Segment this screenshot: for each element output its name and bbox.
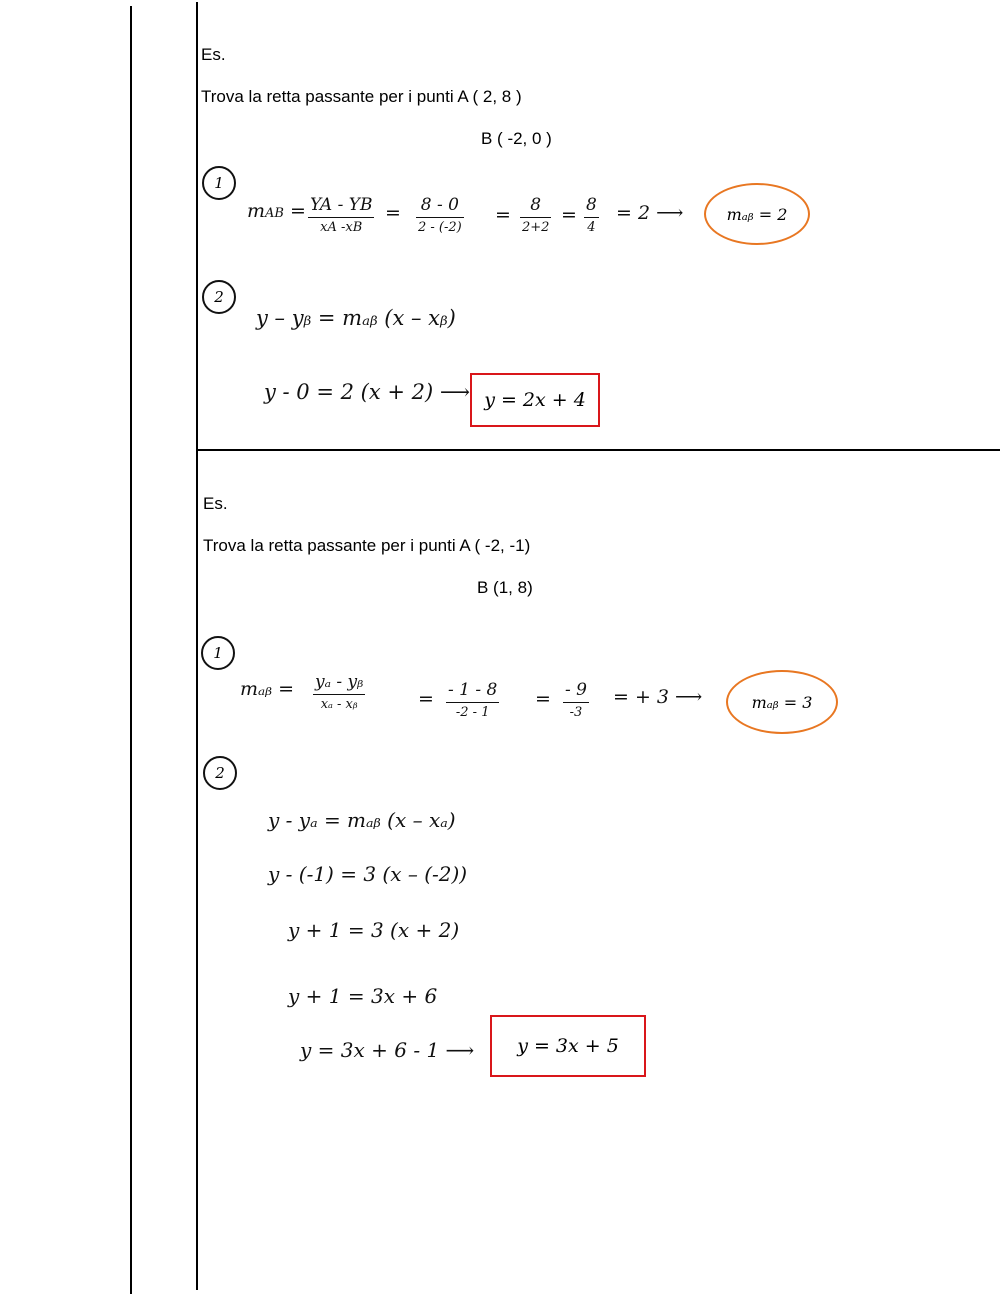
ex1-slope-sub: AB: [265, 206, 284, 221]
ex2-frac1: [313, 672, 365, 712]
ex2-frac3: [563, 680, 589, 720]
ex1-step1-marker: 1: [202, 166, 236, 200]
ex1-frac1: [308, 195, 374, 235]
ex1-frac4: [584, 195, 599, 235]
ex2-substitution: y - (-1) = 3 (x – (-2)): [268, 862, 468, 886]
ex2-step2-marker: 2: [203, 756, 237, 790]
ex2-frac3-bar: [563, 702, 589, 703]
ex1-eq3: =: [495, 204, 511, 226]
ex2-point-b: B (1, 8): [477, 578, 533, 597]
ex2-slope-lhs: mₐᵦ =: [240, 678, 295, 700]
ex1-frac3-den: 2+2: [522, 220, 550, 236]
ex2-label: Es.: [203, 494, 228, 513]
ex1-frac2: [416, 195, 464, 235]
ex1-slope-result: mₐᵦ = 2: [704, 183, 810, 245]
ex1-final-equation: y = 2x + 4: [470, 373, 600, 427]
ex2-frac2-num: - 1 - 8: [448, 680, 498, 700]
ex2-frac3-num: - 9: [565, 680, 587, 700]
ex2-simplify-3: y = 3x + 6 - 1 ⟶: [300, 1038, 475, 1062]
ex1-step2-marker: 2: [202, 280, 236, 314]
ex1-frac1-den: xA -xB: [320, 220, 363, 236]
ex2-frac1-den: xₐ - xᵦ: [320, 697, 358, 713]
ex2-frac1-num: yₐ - yᵦ: [315, 672, 364, 692]
ex1-frac1-bar: [308, 217, 374, 218]
ex2-simplify-2: y + 1 = 3x + 6: [288, 984, 438, 1008]
ex2-eq3: =: [535, 688, 551, 710]
ex1-point-slope-formula: y – yᵦ = mₐᵦ (x – xᵦ): [256, 306, 456, 330]
ex1-point-b: B ( -2, 0 ): [481, 129, 552, 148]
ex1-frac4-den: 4: [587, 220, 596, 236]
ex1-frac4-bar: [584, 217, 599, 218]
ex2-step1-marker: 1: [201, 636, 235, 670]
ex1-frac1-num: YA - YB: [310, 195, 373, 215]
ex2-frac3-den: -3: [569, 705, 583, 721]
ex2-prompt: Trova la retta passante per i punti A ( -2, -1): [203, 536, 531, 555]
ex2-simplify-1: y + 1 = 3 (x + 2): [288, 918, 460, 942]
ex1-frac2-num: 8 - 0: [420, 195, 459, 215]
ex2-frac2: [446, 680, 499, 720]
margin-line-inner: [196, 2, 198, 1290]
ex1-frac3-bar: [520, 217, 551, 218]
ex1-prompt: Trova la retta passante per i punti A ( 2, 8 ): [201, 87, 522, 106]
ex2-slope-result: mₐᵦ = 3: [726, 670, 838, 734]
ex1-frac3-num: 8: [530, 195, 542, 215]
ex2-point-slope-formula: y - yₐ = mₐᵦ (x – xₐ): [268, 808, 456, 832]
ex1-frac3: [520, 195, 551, 235]
ex2-frac2-den: -2 - 1: [455, 705, 490, 721]
ex2-frac2-bar: [446, 702, 499, 703]
ex1-eq2: =: [385, 202, 401, 224]
ex1-slope-symbol: m: [247, 200, 266, 222]
ex1-frac4-num: 8: [586, 195, 597, 215]
section-divider: [196, 449, 1000, 451]
ex2-eq2: =: [418, 688, 434, 710]
ex1-slope-lhs: [247, 200, 306, 222]
ex2-result-arrow: = + 3 ⟶: [613, 686, 703, 708]
ex1-eq4: =: [561, 204, 577, 226]
margin-line-outer: [130, 6, 132, 1294]
ex1-frac2-den: 2 - (-2): [418, 220, 462, 236]
ex1-substitution: y - 0 = 2 (x + 2) ⟶: [264, 380, 470, 404]
ex1-result-arrow: = 2 ⟶: [616, 202, 684, 224]
ex1-label: Es.: [201, 45, 226, 64]
ex2-final-equation: y = 3x + 5: [490, 1015, 646, 1077]
ex1-eq1: =: [290, 200, 306, 222]
ex1-frac2-bar: [416, 217, 464, 218]
ex2-frac1-bar: [313, 694, 365, 695]
